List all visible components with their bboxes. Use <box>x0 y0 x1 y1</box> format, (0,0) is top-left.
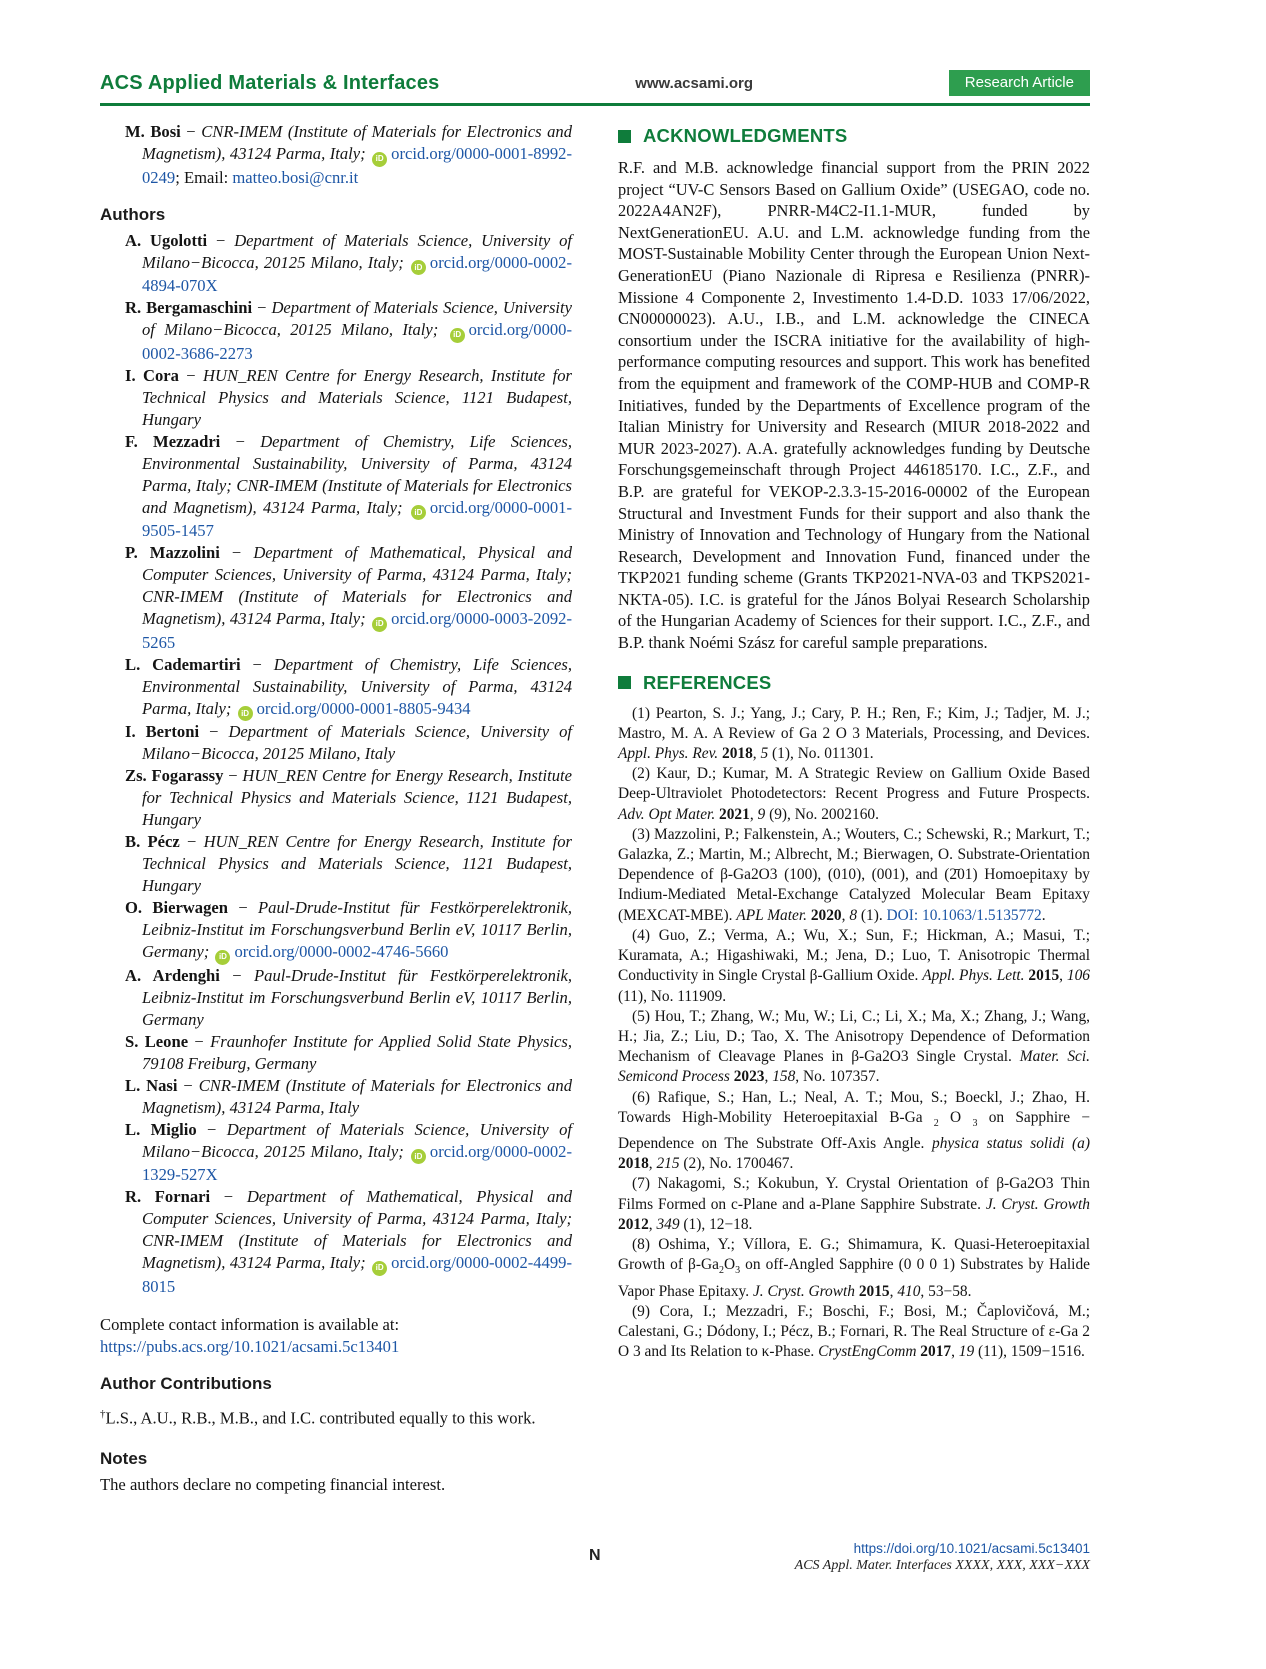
orcid-link[interactable]: orcid.org/0000-0002-3686-2273 <box>142 320 572 363</box>
pub-year: 2015 <box>854 1282 890 1300</box>
author-separator: − <box>220 431 261 451</box>
left-column <box>100 121 572 1496</box>
ref-text: . <box>1041 906 1046 924</box>
author-entry <box>100 431 572 543</box>
author-entry <box>100 1186 572 1298</box>
authors-list <box>100 230 572 1298</box>
ref-text: (11), 1509−1516. <box>974 1343 1085 1361</box>
pub-year: 2018 <box>718 745 753 763</box>
orcid-icon: iD <box>215 950 230 965</box>
pub-year: 2017 <box>916 1343 952 1361</box>
journal-name: CrystEngComm <box>818 1343 917 1361</box>
references-heading <box>618 672 1090 694</box>
ref-text: , <box>841 906 850 924</box>
ref-text: , <box>648 1215 657 1233</box>
pub-year: 2018 <box>618 1155 649 1173</box>
orcid-link[interactable]: orcid.org/0000-0001-9505-1457 <box>142 497 572 540</box>
reference-entry <box>618 1302 1090 1363</box>
ref-text: (3) Mazzolini, P.; Falkenstein, A.; Wouters, C.; Schewski, R.; Markurt, T.; Galazka, Z.; Martin, M.; Albrecht, M.; Bierwagen, O. Substrate-Orientation Dependence of β-Ga2O3 (100), (010), (001), and (2̄01) Homoepitaxy by Indium-Mediated Metal-Exchange Catalyzed Molecular Beam Epitaxy (MEXCAT-MBE). <box>618 825 1090 924</box>
author-name: O. Bierwagen <box>125 898 228 917</box>
journal-name: 5 <box>760 745 769 763</box>
reference-entry <box>618 926 1090 1007</box>
ref-text: (1), 12−18. <box>679 1215 753 1233</box>
author-name: R. Fornari <box>125 1187 211 1206</box>
research-article-badge: Research Article <box>949 70 1090 96</box>
author-affiliation: Paul-Drude-Institut für Festkörperelektronik, Leibniz-Institut im Forschungsverbund Berlin eV, 10117 Berlin, Germany <box>142 965 573 1029</box>
ref-text: , No. 107357. <box>795 1068 880 1086</box>
notes-heading: Notes <box>100 1449 148 1469</box>
reference-entry <box>618 1088 1090 1175</box>
author-affiliation: Department of Chemistry, Life Sciences, Environmental Sustainability, University of Parma, 43124 Parma, Italy; <box>142 654 572 718</box>
author-separator: − <box>199 722 229 741</box>
author-name: L. Cademartiri <box>125 654 241 674</box>
ref-text: , <box>749 805 758 823</box>
reference-entry <box>618 1007 1090 1088</box>
pub-year: 2012 <box>618 1215 649 1233</box>
right-column <box>618 121 1090 1496</box>
author-affiliation: CNR-IMEM (Institute of Materials for Electronics and Magnetism), 43124 Parma, Italy <box>142 1075 572 1117</box>
journal-name: 106 <box>1066 967 1090 985</box>
orcid-icon: iD <box>372 617 387 632</box>
corresponding-list <box>100 121 572 189</box>
orcid-icon: iD <box>372 152 387 167</box>
author-affiliation: Department of Mathematical, Physical and Computer Sciences, University of Parma, 43124 Parma, Italy; CNR-IMEM (Institute of Materials for Electronics and Magnetism), 43124 Parma, Italy; <box>142 543 573 628</box>
journal-name: 8 <box>849 906 858 924</box>
author-contributions-heading: Author Contributions <box>100 1373 272 1393</box>
author-separator: − <box>207 230 235 250</box>
ref-text: (7) Nakagomi, S.; Kokubun, Y. Crystal Orientation of β-Ga2O3 Thin Films Formed on c-Plane and a-Plane Sapphire Substrate. <box>618 1175 1090 1213</box>
ref-text: O <box>938 1108 973 1126</box>
acknowledgments-heading-text: ACKNOWLEDGMENTS <box>643 125 848 146</box>
author-affiliation: HUN_REN Centre for Energy Research, Institute for Technical Physics and Materials Science, 1121 Budapest, Hungary <box>142 365 573 429</box>
journal-name: 158 <box>772 1068 796 1086</box>
author-name: B. Pécz <box>125 832 180 851</box>
author-affiliation: HUN_REN Centre for Energy Research, Institute for Technical Physics and Materials Science, 1121 Budapest, Hungary <box>142 832 572 895</box>
journal-name: APL Mater. <box>736 906 807 924</box>
orcid-link[interactable]: orcid.org/0000-0002-4746-5660 <box>234 942 449 961</box>
email-link[interactable]: matteo.bosi@cnr.it <box>232 167 359 187</box>
ref-text: (11), No. 111909. <box>618 987 727 1005</box>
footer-citation-block <box>795 1541 1090 1574</box>
author-entry <box>100 1031 572 1075</box>
orcid-link[interactable]: orcid.org/0000-0002-4894-070X <box>142 252 572 295</box>
author-name: R. Bergamaschini <box>125 298 253 317</box>
email-label: ; Email: <box>175 167 233 187</box>
orcid-link[interactable]: orcid.org/0000-0002-4499-8015 <box>142 1253 572 1296</box>
journal-title: ACS Applied Materials & Interfaces <box>100 71 440 94</box>
author-entry <box>100 121 572 189</box>
reference-entry <box>618 764 1090 825</box>
author-entry <box>100 542 572 654</box>
ref-text: , <box>1059 967 1067 985</box>
author-name: M. Bosi <box>125 122 181 141</box>
author-separator: − <box>210 1187 247 1206</box>
orcid-link[interactable]: orcid.org/0000-0002-1329-527X <box>142 1141 572 1184</box>
ref-text: , 53−58. <box>920 1282 972 1300</box>
journal-name: 215 <box>656 1155 680 1173</box>
author-name: A. Ardenghi <box>125 965 220 985</box>
orcid-link[interactable]: orcid.org/0000-0003-2092-5265 <box>142 609 572 652</box>
ref-text: (1), No. 011301. <box>768 745 874 763</box>
journal-name: J. Cryst. Growth <box>985 1195 1090 1213</box>
ref-text: on Sapphire − Dependence on The Substrate Off-Axis Angle. <box>618 1108 1090 1152</box>
author-affiliation: Department of Chemistry, Life Sciences, Environmental Sustainability, University of Parma, 43124 Parma, Italy; CNR-IMEM (Institute of Materials for Electronics and Magnetism), 43124 Parma, Italy; <box>142 431 572 517</box>
orcid-link[interactable]: orcid.org/0000-0001-8992-0249 <box>142 144 572 187</box>
author-entry <box>100 297 572 365</box>
author-name: I. Cora <box>125 365 179 385</box>
ref-text: (4) Guo, Z.; Verma, A.; Wu, X.; Sun, F.; Hickman, A.; Masui, T.; Kuramata, A.; Higashiwaki, M.; Jena, D.; Luo, T. Anisotropic Thermal Conductivity in Single Crystal β-Gallium Oxide. <box>618 926 1090 985</box>
author-entry <box>100 965 572 1031</box>
author-separator: − <box>223 766 243 785</box>
pub-year: 2021 <box>715 805 750 823</box>
acknowledgments-heading <box>618 125 1090 147</box>
author-separator: − <box>219 965 255 985</box>
page-number: N <box>589 1547 601 1564</box>
reference-entry <box>618 825 1090 926</box>
contact-text: Complete contact information is available at: <box>100 1314 400 1334</box>
ref-text: , <box>889 1282 898 1300</box>
orcid-icon: iD <box>450 328 465 343</box>
author-affiliation: HUN_REN Centre for Energy Research, Institute for Technical Physics and Materials Science, 1121 Budapest, Hungary <box>142 766 572 829</box>
journal-name: Mater. Sci. Semicond Process <box>618 1048 1090 1086</box>
reference-entry <box>618 1235 1090 1302</box>
author-name: A. Ugolotti <box>125 230 208 250</box>
author-entry <box>100 1119 572 1187</box>
author-separator: − <box>252 298 272 317</box>
page-header <box>100 70 1090 106</box>
journal-name: 9 <box>757 805 766 823</box>
author-separator: − <box>196 1119 227 1139</box>
section-square-icon <box>618 676 631 689</box>
two-column-body <box>100 121 1090 1496</box>
ref-text: , <box>764 1068 773 1086</box>
contact-info <box>100 1314 572 1358</box>
contact-link[interactable]: https://pubs.acs.org/10.1021/acsami.5c13401 <box>100 1336 400 1356</box>
orcid-icon: iD <box>238 706 253 721</box>
author-affiliation: Paul-Drude-Institut für Festkörperelektronik, Leibniz-Institut im Forschungsverbund Berlin eV, 10117 Berlin, Germany; <box>142 898 572 961</box>
ref-text: (2), No. 1700467. <box>679 1155 794 1173</box>
author-entry <box>100 721 572 765</box>
acknowledgments-text: R.F. and M.B. acknowledge financial support from the PRIN 2022 project “UV-C Sensors Based on Gallium Oxide” (USEGAO, code no. 2022A4AN2F), PNRR-M4C2-I1.1-MUR, funded by NextGenerationEU. A.U. and L.M. acknowledge funding from the MOST-Sustainable Mobility Center through the European Union Next-GenerationEU (Piano Nazionale di Ripresa e Resilienza (PNRR)-Missione 4 Componente 2, Investimento 1.4-D.D. 1033 17/06/2022, CN00000023). A.U., I.B., and L.M. acknowledge the CINECA consortium under the ISCRA initiative for the availability of high-performance computing resources and support. This work has benefited from the equipment and framework of the COMP-HUB and COMP-R Initiatives, funded by the Departments of Excellence program of the Italian Ministry for University and Research (MIUR 2018-2022 and MUR 2023-2027). A.A. gratefully acknowledges funding by Deutsche Forschungsgemeinschaft through Project 446185170. I.C., Z.F., and B.P. are grateful for VEKOP-2.3.3-15-2016-00002 of the European Structural and Investment Funds for their support and also thank the Ministry of Innovation and Technology of Hungary from the National Research, Development and Innovation Fund, financed under the TKP2021 funding scheme (Grants TKP2021-NVA-03 and TKPS2021-NKTA-05). I.C. is grateful for the János Bolyai Research Scholarship of the Hungarian Academy of Sciences for their support. I.C., Z.F., and B.P. thank Noémi Szász for careful sample preparations. <box>618 158 1090 653</box>
journal-name: J. Cryst. Growth <box>752 1282 855 1300</box>
references-list <box>618 704 1090 1363</box>
author-name: S. Leone <box>125 1031 189 1051</box>
ref-text: on off-Angled Sapphire (0 0 0 1) Substrates by Halide Vapor Phase Epitaxy. <box>618 1256 1090 1300</box>
subscript: 2 <box>718 1265 724 1277</box>
ref-text: , <box>752 745 761 763</box>
journal-name: physica status solidi (a) <box>932 1135 1090 1152</box>
ref-text: (9), No. 2002160. <box>765 805 879 823</box>
author-affiliation: Department of Materials Science, University of Milano−Bicocca, 20125 Milano, Italy <box>142 722 573 763</box>
author-name: P. Mazzolini <box>125 543 220 562</box>
subscript: 2 <box>933 1117 939 1129</box>
author-separator: − <box>240 654 274 674</box>
subscript: 3 <box>972 1117 978 1129</box>
ref-text: (5) Hou, T.; Zhang, W.; Mu, W.; Li, C.; Li, X.; Ma, X.; Zhang, J.; Wang, H.; Jia, Z.; Liu, D.; Tao, X. The Anisotropy Dependence of Deformation Mechanism of Cleavage Planes in β-Ga2O3 Single Crystal. <box>618 1007 1090 1066</box>
footer-citation: ACS Appl. Mater. Interfaces XXXX, XXX, XXX−XXX <box>794 1558 1090 1573</box>
pub-year: 2015 <box>1024 967 1060 985</box>
journal-name: Appl. Phys. Rev. <box>618 745 719 763</box>
orcid-link[interactable]: orcid.org/0000-0001-8805-9434 <box>256 698 471 718</box>
authors-heading: Authors <box>100 204 166 224</box>
ref-text: O <box>723 1256 736 1274</box>
page-footer <box>100 1541 1090 1591</box>
author-separator: − <box>219 543 254 562</box>
author-entry <box>100 1075 572 1119</box>
author-separator: − <box>177 1075 199 1095</box>
author-affiliation: Department of Materials Science, University of Milano−Bicocca, 20125 Milano, Italy; <box>142 1119 572 1161</box>
notes-text: The authors declare no competing financial interest. <box>100 1475 446 1495</box>
author-entry <box>100 897 572 965</box>
ref-text: (8) Oshima, Y.; Víllora, E. G.; Shimamura, K. Quasi-Heteroepitaxial Growth of β-Ga <box>618 1236 1090 1274</box>
author-entry <box>100 654 572 722</box>
ref-text: (6) Rafique, S.; Han, L.; Neal, A. T.; Mou, S.; Boeckl, J.; Zhao, H. Towards High-Mobility Heteroepitaxial B-Ga <box>618 1088 1090 1126</box>
orcid-icon: iD <box>372 1261 387 1276</box>
author-separator: − <box>180 122 202 141</box>
paper-page <box>100 70 1090 1496</box>
author-name: F. Mezzadri <box>125 431 221 451</box>
author-separator: − <box>179 832 204 851</box>
dagger-mark: † <box>100 1407 106 1420</box>
footer-doi-link[interactable]: https://doi.org/10.1021/acsami.5c13401 <box>853 1541 1090 1556</box>
section-square-icon <box>618 130 631 143</box>
ref-text: , <box>648 1155 657 1173</box>
ref-text: (1) Pearton, S. J.; Yang, J.; Cary, P. H.; Ren, F.; Kim, J.; Tadjer, M. J.; Mastro, M. A. A Review of Ga 2 O 3 Materials, Processing, and Devices. <box>618 704 1090 742</box>
author-contributions-text <box>100 1399 572 1434</box>
orcid-icon: iD <box>411 260 426 275</box>
journal-name: Appl. Phys. Lett. <box>922 967 1025 985</box>
pub-year: 2023 <box>729 1068 765 1086</box>
author-separator: − <box>188 1031 211 1051</box>
subscript: 3 <box>735 1265 741 1277</box>
journal-name: 410 <box>897 1282 921 1300</box>
author-separator: − <box>227 898 259 917</box>
orcid-icon: iD <box>411 1149 426 1164</box>
author-name: Zs. Fogarassy <box>125 766 224 785</box>
author-name: L. Nasi <box>125 1075 178 1095</box>
orcid-icon: iD <box>411 505 426 520</box>
author-contributions-body: L.S., A.U., R.B., M.B., and I.C. contributed equally to this work. <box>105 1408 536 1428</box>
author-entry <box>100 765 572 831</box>
ref-doi-link[interactable]: DOI: 10.1063/1.5135772 <box>886 906 1042 924</box>
pub-year: 2020 <box>806 906 842 924</box>
ref-text: (9) Cora, I.; Mezzadri, F.; Boschi, F.; Bosi, M.; Čaplovičová, M.; Calestani, G.; Dódony, I.; Pécz, B.; Fornari, R. The Real Structure of ε-Ga 2 O 3 and Its Relation to κ-Phase. <box>618 1302 1090 1361</box>
author-separator: − <box>178 365 203 385</box>
ref-text: , <box>951 1343 959 1361</box>
journal-name: 349 <box>656 1215 680 1233</box>
journal-site-link[interactable]: www.acsami.org <box>635 74 754 92</box>
ref-text: (1). <box>857 906 887 924</box>
author-name: L. Miglio <box>125 1119 197 1139</box>
author-affiliation: Department of Materials Science, University of Milano−Bicocca, 20125 Milano, Italy; <box>142 298 573 339</box>
reference-entry <box>618 1174 1090 1235</box>
author-entry <box>100 230 572 298</box>
author-affiliation: Fraunhofer Institute for Applied Solid State Physics, 79108 Freiburg, Germany <box>142 1031 572 1073</box>
journal-name: Adv. Opt Mater. <box>618 805 716 823</box>
references-heading-text: REFERENCES <box>643 671 772 693</box>
author-affiliation: Department of Mathematical, Physical and Computer Sciences, University of Parma, 43124 Parma, Italy; CNR-IMEM (Institute of Materials for Electronics and Magnetism), 43124 Parma, Italy; <box>142 1187 573 1272</box>
reference-entry <box>618 704 1090 765</box>
journal-name: 19 <box>958 1343 975 1361</box>
author-affiliation: Department of Materials Science, University of Milano−Bicocca, 20125 Milano, Italy; <box>142 230 572 272</box>
ref-text: (2) Kaur, D.; Kumar, M. A Strategic Review on Gallium Oxide Based Deep-Ultraviolet Photodetectors: Recent Progress and Future Prospects. <box>618 765 1090 803</box>
author-affiliation: CNR-IMEM (Institute of Materials for Electronics and Magnetism), 43124 Parma, Italy; <box>142 122 572 163</box>
author-entry <box>100 831 572 897</box>
author-name: I. Bertoni <box>125 722 200 741</box>
author-entry <box>100 365 572 431</box>
